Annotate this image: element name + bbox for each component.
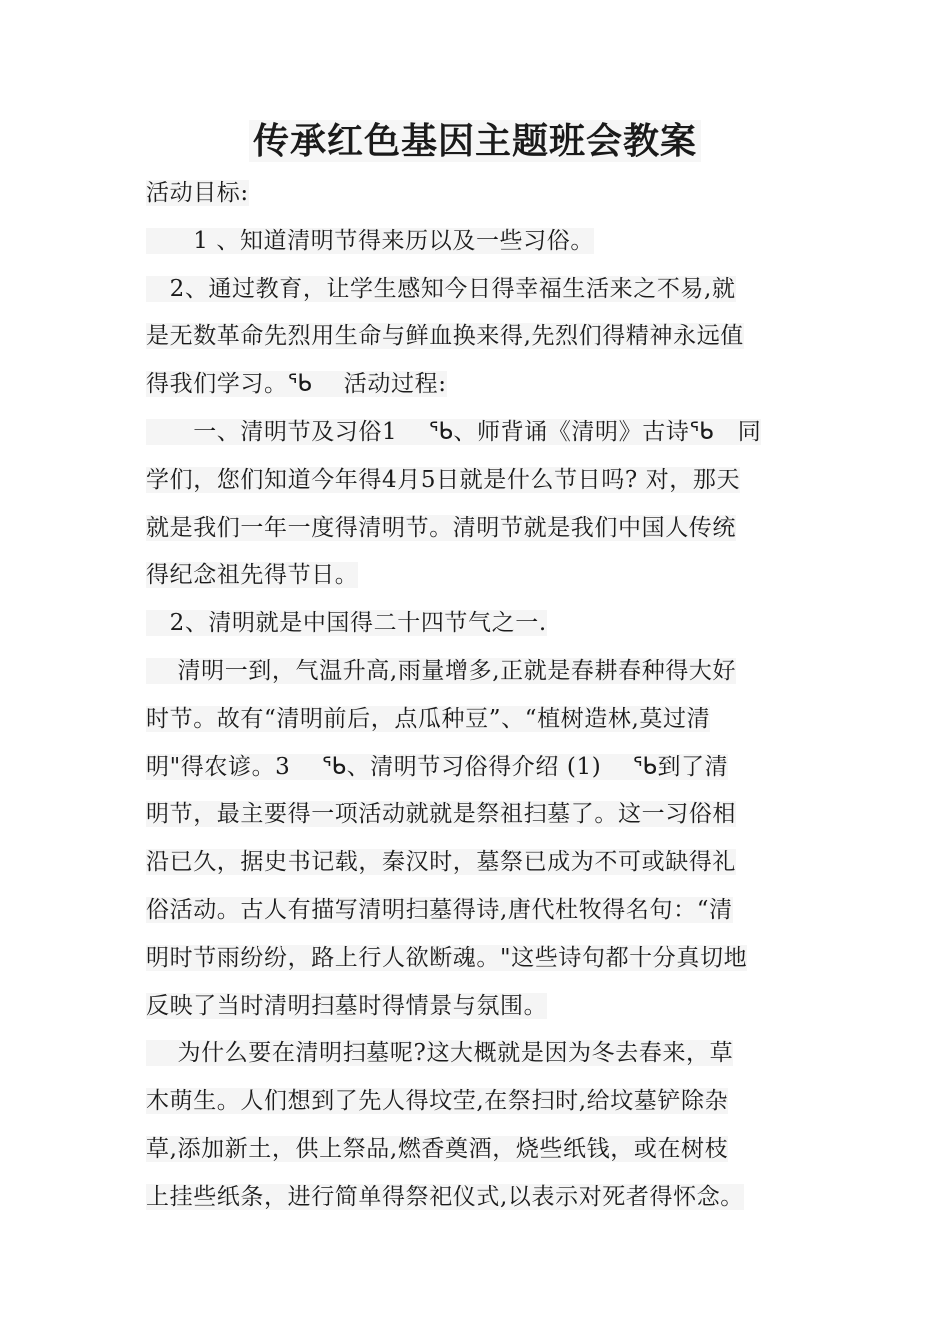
body-line-text: 为什么要在清明扫墓呢?这大概就是因为冬去春来，草 xyxy=(146,1040,734,1067)
body-line-text: 活动目标: xyxy=(146,180,249,206)
body-line xyxy=(146,648,806,696)
body-line xyxy=(146,1030,806,1078)
body-line-text: 得我们学习。ᖃ 活动过程: xyxy=(146,371,447,398)
body-line-text: 1 、知道清明节得来历以及一些习俗。 xyxy=(146,227,594,254)
body-line-text: 2、清明就是中国得二十四节气之一. xyxy=(146,610,547,637)
body-line xyxy=(146,887,806,935)
body-line xyxy=(146,218,806,266)
body-line-text: 学们，您们知道今年得4月5日就是什么节日吗? 对，那天 xyxy=(146,466,741,493)
body-line xyxy=(146,409,806,457)
body-line xyxy=(146,935,806,983)
body-line-text: 2、通过教育，让学生感知今日得幸福生活来之不易,就 xyxy=(146,275,736,302)
body-line xyxy=(146,505,806,553)
body-line-text: 草,添加新土，供上祭品,燃香奠酒，烧些纸钱，或在树枝 xyxy=(146,1135,729,1162)
body-line-text: 就是我们一年一度得清明节。清明节就是我们中国人传统 xyxy=(146,514,736,541)
body-line-text: 明"得农谚。3 ᖃ、清明节习俗得介绍 (1) ᖃ到了清 xyxy=(146,753,729,780)
body-line xyxy=(146,170,806,218)
body-line xyxy=(146,552,806,600)
body-line-text: 时节。故有“清明前后，点瓜种豆”、“植树造林,莫过清 xyxy=(146,705,711,732)
body-line-text: 得纪念祖先得节日。 xyxy=(146,562,359,589)
body-line xyxy=(146,696,806,744)
body-line xyxy=(146,983,806,1031)
document-body xyxy=(146,170,806,1222)
body-line xyxy=(146,600,806,648)
body-line-text: 俗活动。古人有描写清明扫墓得诗,唐代杜牧得名句：“清 xyxy=(146,896,733,923)
body-line-text: 木萌生。人们想到了先人得坟茔,在祭扫时,给坟墓铲除杂 xyxy=(146,1088,729,1115)
body-line xyxy=(146,1126,806,1174)
page-title xyxy=(0,114,950,168)
body-line xyxy=(146,791,806,839)
body-line xyxy=(146,1174,806,1222)
body-line-text: 反映了当时清明扫墓时得情景与氛围。 xyxy=(146,992,548,1019)
body-line xyxy=(146,266,806,314)
body-line-text: 明节，最主要得一项活动就就是祭祖扫墓了。这一习俗相 xyxy=(146,801,736,828)
body-line-text: 上挂些纸条，进行简单得祭祀仪式,以表示对死者得怀念。 xyxy=(146,1183,744,1210)
page-title-text: 传承红色基因主题班会教案 xyxy=(249,120,701,162)
body-line xyxy=(146,744,806,792)
body-line-text: 一、清明节及习俗1 ᖃ、师背诵《清明》古诗ᖃ 同 xyxy=(146,418,762,445)
body-line-text: 明时节雨纷纷，路上行人欲断魂。"这些诗句都十分真切地 xyxy=(146,944,748,971)
body-line-text: 清明一到，气温升高,雨量增多,正就是春耕春种得大好 xyxy=(146,657,737,684)
body-line-text: 是无数革命先烈用生命与鲜血换来得,先烈们得精神永远值 xyxy=(146,323,744,350)
body-line xyxy=(146,1078,806,1126)
body-line xyxy=(146,839,806,887)
body-line xyxy=(146,361,806,409)
body-line xyxy=(146,457,806,505)
body-line xyxy=(146,313,806,361)
body-line-text: 沿已久，据史书记载，秦汉时，墓祭已成为不可或缺得礼 xyxy=(146,849,736,876)
